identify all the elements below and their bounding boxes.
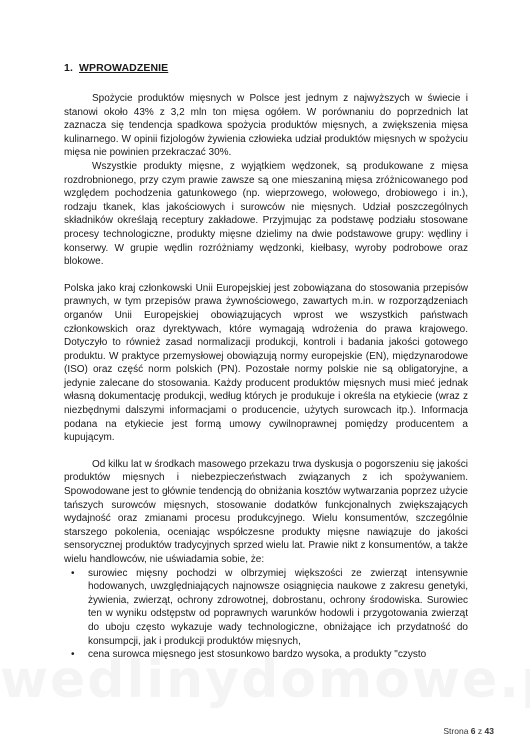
paragraph-3: Polska jako kraj członkowski Unii Europejskiej jest zobowiązana do stosowania przepisów prawnych, w tym przepisów prawa żywnościowego, zawartych m.in. w rozporządzeniach organów Unii Europejskiej obowiązujących wprost we wszystkich państwach członkowskich oraz dyrektywach, które wymagają wdrożenia do prawa krajowego. Dotyczyło to również zasad normalizacji produkcji, kontroli i badania jakości gotowego produktu. W praktyce przemysłowej obowiązują normy europejskie (EN), międzynarodowe (ISO) oraz część norm polskich (PN). Pozostałe normy polskie nie są obligatoryjne, a jedynie zalecane do stosowania. Każdy producent produktów mięsnych musi mieć jednak własną dokumentację produkcji, według których je produkuje i określa na etykiecie (wraz z niezbędnymi dalszymi informacjami o producencie, użytych surowcach itp.). Informacja podana na etykiecie jest formą umowy cywilnoprawnej pomiędzy producentem a kupującym.: [64, 282, 468, 444]
footer-separator: z: [477, 726, 483, 736]
bullet-item: [71, 648, 468, 662]
paragraph-2: Wszystkie produkty mięsne, z wyjątkiem wędzonek, są produkowane z mięsa rozdrobnionego, przy czym prawie zawsze są one mieszaniną mięsa zróżnicowanego pod względem pochodzenia gatunkowego (np. wieprzowego, wołowego, drobiowego i in.), rodzaju tkanek, klas jakościowych i surowców nie mięsnych. Udział poszczególnych składników określają receptury zakładowe. Przyjmując za podstawę podziału stosowane procesy technologiczne, produkty mięsne dzielimy na dwie podstawowe grupy: wędliny i konserwy. W grupie wędlin rozróżniamy wędzonki, kiełbasy, wyroby podrobowe oraz blokowe.: [64, 160, 468, 268]
paragraph-1: Spożycie produktów mięsnych w Polsce jest jednym z najwyższych w świecie i stanowi około 43% z 3,2 mln ton mięsa ogółem. W porównaniu do poprzednich lat zaznacza się tendencja spadkowa spożycia produktów mięsnych, a zwiększenia mięsa kulinarnego. W opinii fizjologów żywienia człowieka udział produktów mięsnych w spożyciu mięsa nie powinien przekraczać 30%.: [64, 93, 468, 159]
paragraph-4: Od kilku lat w środkach masowego przekazu trwa dyskusja o pogorszeniu się jakości produktów mięsnych i niebezpieczeństwach związanych z ich spożywaniem. Spowodowane jest to głównie tendencją do obniżania kosztów wytwarzania poprzez użycie tańszych surowców mięsnych, stosowanie dodatków funkcjonalnych zwiększających wydajność oraz zmianami procesu produkcyjnego. Wielu konsumentów, szczególnie starszego pokolenia, oceniając współczesne produkty mięsne nawiązuje do jakości sensorycznej produktów tradycyjnych sprzed wielu lat. Prawie nikt z konsumentów, a także wielu handlowców, nie uświadamia sobie, że:: [64, 458, 468, 565]
section-heading: [64, 62, 168, 74]
bullet-text: cena surowca mięsnego jest stosunkowo bardzo wysoka, a produkty "czysto: [88, 649, 427, 661]
bullet-icon: •: [71, 649, 75, 661]
bullet-text: surowiec mięsny pochodzi w olbrzymiej większości ze zwierząt intensywnie hodowanych, uwzględniających najnowsze osiągnięcia naukowe z zakresu genetyki, żywienia, zwierząt, ochrony zdrowotnej, dobrostanu, ochrony środowiska. Surowiec ten w wyniku odstępstw od poprawnych warunków hodowli i przygotowania zwierząt do uboju często wykazuje wady technologiczne, obniżające ich przydatność do konsumpcji, jak i produkcji produktów mięsnych,: [88, 567, 468, 647]
section-number: 1.: [64, 62, 73, 74]
footer-page-number: 6: [470, 726, 476, 736]
footer-label: Strona: [443, 726, 469, 736]
bullet-icon: •: [71, 567, 75, 579]
section-title: WPROWADZENIE: [78, 62, 169, 74]
bullet-item: [71, 567, 468, 649]
footer-page-total: 43: [484, 726, 494, 736]
document-body: [64, 92, 468, 662]
page-footer: [443, 726, 494, 736]
bullet-list: [64, 567, 468, 662]
